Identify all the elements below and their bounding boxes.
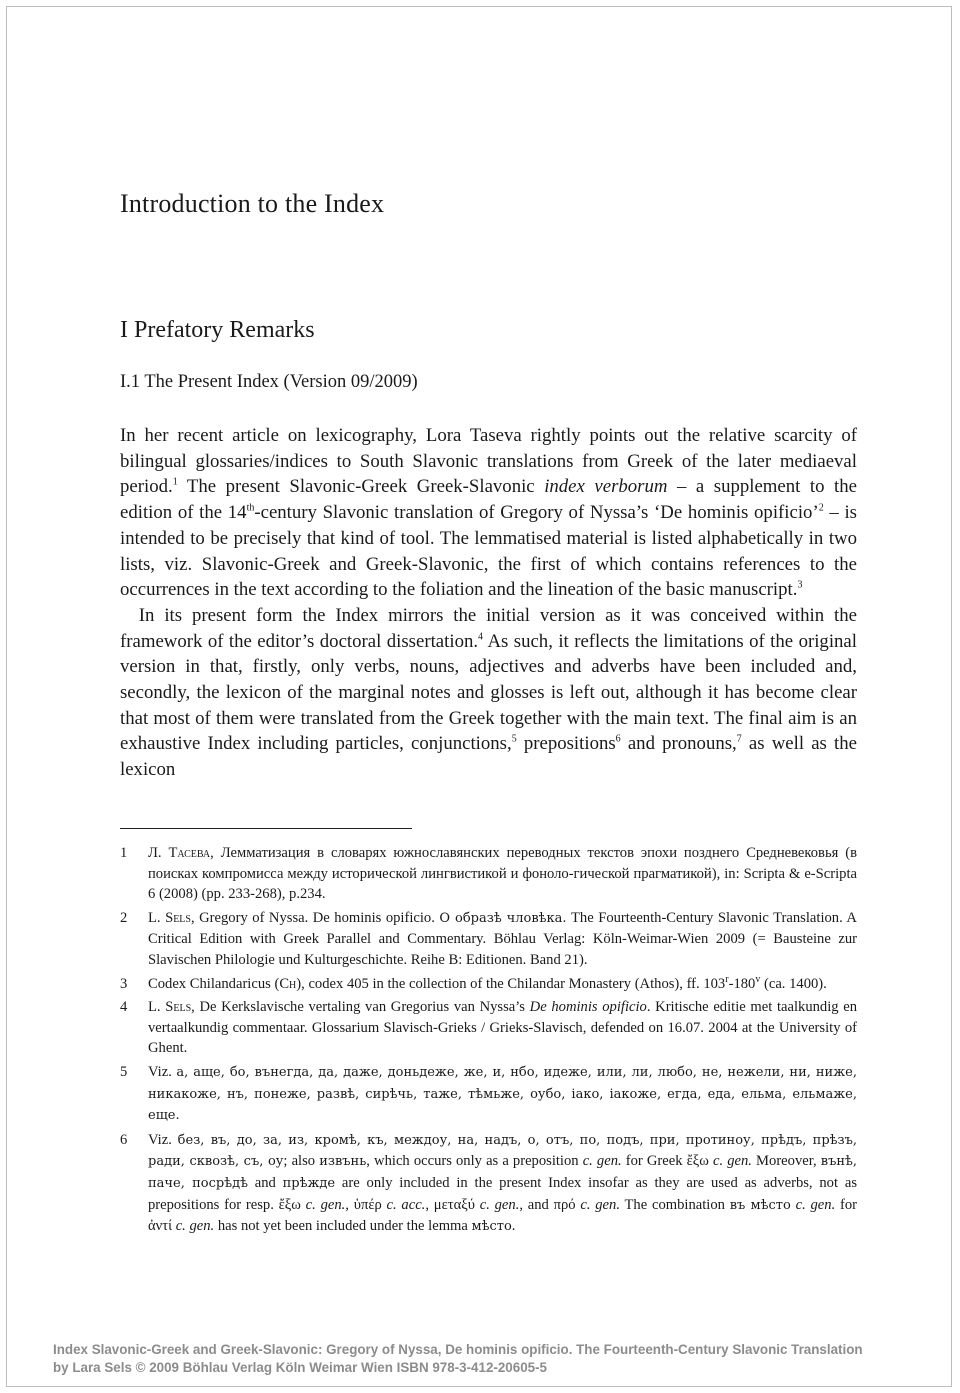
footnote-6 [120,1130,857,1238]
case-abbrev: c. gen. [580,1196,620,1213]
footnote-ref-4[interactable]: 4 [478,631,484,643]
citation-text: Codex Chilandaricus ( [148,975,280,992]
footnote-number: 3 [120,975,128,992]
text-run: As such, it reflects the limitations of the original version in that, firstly, only verbs, nouns, adjectives and adverbs have been included and, secondly, the lexicon of the marginal notes and glosses is left out, although it has become clear that most of them were translated from the Greek together with the main text. The final aim is an exhaustive Index including particles, conjunctions, [120,630,857,755]
italic-title: De hominis opificio [529,999,647,1016]
slavonic-word: прѣжде [282,1175,336,1191]
footnote-number: 5 [120,1063,128,1080]
author-name: Sels [165,909,191,926]
text-run: and pronouns, [620,733,737,755]
footnote-divider [120,828,412,829]
footnote-number: 1 [120,845,128,861]
text-run: The present Slavonic-Greek Greek-Slavonic [177,476,545,498]
citation-text: Viz. [148,1063,177,1080]
slavonic-title: О образѣ чловѣка. [439,910,567,926]
citation-text: , μεταξύ [425,1196,480,1213]
citation-text: , ὑπέρ [345,1196,387,1213]
body-text [120,423,857,783]
subsection-heading: I.1 The Present Index (Version 09/2009) [120,372,418,392]
citation-text: . [511,1218,516,1235]
author-initial: Л. [148,845,169,861]
slavonic-word: въ мѣсто [729,1197,791,1213]
text-run: In its present form the Index mirrors the initial version as it was conceived within the framework of the editor’s doctoral dissertation. [120,604,857,652]
citation-text: has not yet been included under the lemma [214,1218,472,1235]
citation-text: (ca. 1400). [760,975,827,992]
case-abbrev: c. gen. [479,1196,520,1213]
siglum: Ch [279,975,297,992]
citation-text: ; also [283,1153,320,1170]
slavonic-word: мѣсто [471,1219,512,1235]
section-heading: I Prefatory Remarks [120,317,315,343]
citation-text: , and πρό [519,1196,581,1213]
citation-text: , Лемматизация в словарях южнославянских переводных текстов эпохи позднего Средневековья (в поисках компромисса между исторической лингвистикой и фоноло-гической прагматикой), in: Scripta & e-Scripta 6 (2008) (pp. 233-268), p.234. [148,845,857,903]
footnote-ref-5[interactable]: 5 [511,734,517,746]
footnote-ref-6[interactable]: 6 [615,734,621,746]
author-name: Тасева [168,845,211,861]
footnote-number: 2 [120,909,128,926]
citation-text: and [247,1174,283,1191]
footnote-ref-3[interactable]: 3 [797,579,803,591]
page-title: Introduction to the Index [120,189,385,218]
footnote-2 [120,908,857,971]
footnote-4 [120,997,857,1059]
citation-text: Moreover, [751,1153,821,1170]
footer-line-2: by Lara Sels © 2009 Böhlau Verlag Köln Weimar Wien ISBN 978-3-412-20605-5 [53,1360,548,1375]
citation-text: are only included in the present Index insofar as they are used as adverbs, not as prepositions for resp. ἔξω [148,1174,858,1213]
case-abbrev: c. gen. [795,1196,836,1213]
footnotes [120,843,857,1241]
paragraph-1 [120,423,857,603]
citation-text: ), codex 405 in the collection of the Chilandar Monastery (Athos), ff. 103 [296,975,726,992]
slavonic-word: извънь [319,1154,367,1170]
footnote-number: 6 [120,1131,128,1148]
footer-line-1: Index Slavonic-Greek and Greek-Slavonic: Gregory of Nyssa, De hominis opificio. The Fourteenth-Century Slavonic Translation [53,1342,863,1357]
footnote-1 [120,843,857,905]
case-abbrev: c. gen. [712,1153,752,1170]
footnote-ref-7[interactable]: 7 [736,734,742,746]
text-run: -century Slavonic translation of Gregory of Nyssa’s ‘De hominis opificio’ [254,502,819,524]
citation-text: for ἀντί [148,1196,858,1235]
citation-text: , which occurs only as a preposition [366,1153,583,1170]
citation-text: The combination [619,1196,730,1213]
case-abbrev: c. gen. [175,1218,215,1235]
citation-text: , Gregory of Nyssa. De hominis opificio. [190,909,440,926]
citation-text: Viz. [148,1131,178,1148]
text-run: – is intended to be precisely that kind of tool. The lemmatised material is listed alphabetically in two lists, viz. Slavonic-Greek and Greek-Slavonic, the first of which contains references to the occurrences in the text according to the foliation and the lineation of the basic manuscript. [120,502,857,601]
citation-text: -180 [728,975,756,992]
text-run: as well as the lexicon [120,733,857,781]
citation-text: for Greek ἔξω [621,1153,713,1170]
slavonic-word-list: а, аще, бо, вънегда, да, даже, доньдеже, же, и, нбо, идеже, или, ли, любо, не, нежели, ни, ниже, никакоже, нъ, понеже, развѣ, сирѣчь, таже, тѣмьже, оубо, iако, iакоже, егда, еда, ельма, ельмаже, еще. [148,1064,857,1124]
citation-text: The Fourteenth-Century Slavonic Translation. A Critical Edition with Greek Parallel and Commentary. Böhlau Verlag: Köln-Weimar-Wien 2009 (= Bausteine zur Slavischen Philologie und Kulturgeschichte. Reihe B: Editionen. Band 21). [148,909,857,968]
footnote-number: 4 [120,999,128,1016]
footnote-3 [120,974,857,995]
ordinal-suffix: th [246,502,255,514]
case-abbrev: c. gen. [582,1153,622,1170]
text-run: prepositions [516,733,616,755]
recto-mark: r [725,973,729,985]
footnote-ref-2[interactable]: 2 [818,502,824,514]
verso-mark: v [755,973,761,985]
case-abbrev: c. gen. [305,1196,346,1213]
page-footer [53,1341,933,1377]
slavonic-word-list: без, въ, до, за, из, кромѣ, къ, междоу, на, надъ, о, отъ, по, подъ, при, протиноу, прѣдъ, прѣзъ, ради, сквозѣ, съ, оу [148,1132,857,1170]
paragraph-2 [120,603,857,783]
author-initial: L. [148,999,166,1016]
footnote-5 [120,1062,857,1127]
citation-text: , De Kerkslavische vertaling van Gregorius van Nyssa’s [191,999,530,1016]
case-abbrev: c. acc. [386,1196,426,1213]
italic-term: index verborum [544,476,668,498]
author-name: Sels [165,999,192,1016]
citation-text: . Kritische editie met taalkundig en vertaalkundig commentaar. Glossarium Slavisch-Grieks / Grieks-Slavisch, defended on 16.07. 2004 at the University of Ghent. [148,999,858,1057]
footnote-ref-1[interactable]: 1 [172,477,178,489]
author-initial: L. [148,909,166,926]
text-run: – a supplement to the edition of the 14 [120,476,857,524]
slavonic-word-list: вънѣ, паче, посрѣдѣ [148,1154,857,1191]
text-run: In her recent article on lexicography, Lora Taseva rightly points out the relative scarcity of bilingual glossaries/indices to South Slavonic translations from Greek of the later mediaeval period. [120,425,857,498]
